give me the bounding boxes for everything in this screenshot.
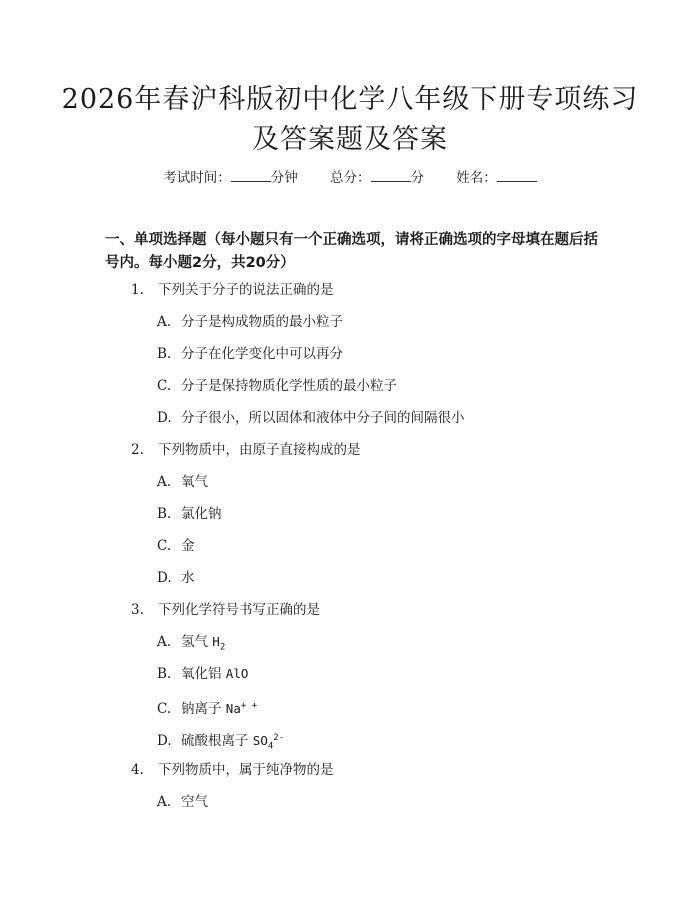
option-text: 氧化铝: [181, 666, 222, 682]
question-stem: 下列物质中，由原子直接构成的是: [158, 442, 361, 458]
formula-base: Na: [225, 701, 241, 717]
total-score-blank: [371, 169, 411, 182]
option-text: 分子是保持物质化学性质的最小粒子: [181, 378, 397, 394]
question-3-option-a: [157, 632, 225, 658]
question-4-option-a: [157, 792, 208, 812]
student-name: [456, 170, 537, 186]
option-letter: D.: [157, 733, 172, 750]
total-score: [330, 170, 424, 186]
option-text: 分子在化学变化中可以再分: [181, 346, 343, 362]
question-2-option-b: [157, 504, 222, 524]
question-2-option-c: [157, 536, 195, 556]
exam-info-line: [0, 168, 700, 188]
question-3-option-c: [157, 696, 257, 719]
student-name-blank: [497, 169, 537, 182]
formula-superscript: 2-: [273, 733, 285, 743]
option-letter: C.: [157, 378, 172, 394]
option-letter: C.: [157, 701, 172, 718]
question-stem: 下列物质中，属于纯净物的是: [158, 762, 334, 778]
question-1-option-d: [157, 408, 465, 428]
option-letter: A.: [157, 474, 172, 490]
question-stem: 下列关于分子的说法正确的是: [158, 282, 334, 298]
total-score-unit: 分: [410, 170, 424, 186]
document-title: 2026年春沪科版初中化学八年级下册专项练习及答案题及答案: [61, 84, 639, 155]
question-3-option-d: [157, 728, 284, 757]
option-letter: D.: [157, 570, 172, 586]
formula-base: SO: [252, 733, 268, 749]
chemical-formula: AlO: [225, 666, 249, 681]
option-text: 分子很小，所以固体和液体中分子间的间隔很小: [181, 410, 465, 426]
option-letter: C.: [157, 538, 172, 554]
formula-superscript: + +: [240, 701, 258, 711]
question-1-option-c: [157, 376, 397, 396]
question-2-option-a: [157, 472, 208, 492]
exam-time-blank: [231, 169, 271, 182]
option-text: 氧气: [181, 474, 208, 490]
option-letter: A.: [157, 794, 172, 810]
question-2-option-d: [157, 568, 195, 588]
option-text: 钠离子: [181, 701, 222, 718]
option-text: 氢气: [181, 634, 208, 650]
option-letter: B.: [157, 346, 172, 362]
question-2: [131, 440, 361, 460]
option-letter: B.: [157, 506, 172, 522]
question-3-option-b: [157, 664, 248, 684]
question-1: [131, 280, 334, 300]
option-letter: B.: [157, 666, 172, 682]
total-score-label: 总分：: [330, 170, 371, 186]
option-text: 空气: [181, 794, 208, 810]
question-stem: 下列化学符号书写正确的是: [158, 602, 320, 618]
option-text: 水: [181, 570, 195, 586]
chemical-formula: [226, 701, 257, 716]
section-heading: 一、单项选择题（每小题只有一个正确选项，请将正确选项的字母填在题后括号内。每小题2分，共20分）: [105, 232, 598, 271]
exam-time-label: 考试时间：: [163, 170, 231, 186]
question-1-option-b: [157, 344, 343, 364]
question-number: 4.: [131, 762, 144, 778]
formula-base: H: [212, 634, 220, 649]
exam-time-unit: 分钟: [270, 170, 298, 186]
question-1-option-a: [157, 312, 343, 332]
option-letter: A.: [157, 314, 172, 330]
option-text: 分子是构成物质的最小粒子: [181, 314, 343, 330]
option-letter: A.: [157, 634, 172, 650]
exam-time: [163, 170, 298, 186]
student-name-label: 姓名：: [456, 170, 497, 186]
option-text: 硫酸根离子: [181, 733, 249, 750]
question-3: [131, 600, 320, 620]
question-4: [131, 760, 334, 780]
option-text: 氯化钠: [181, 506, 222, 522]
chemical-formula: [212, 634, 226, 653]
question-number: 3.: [131, 602, 144, 618]
question-number: 2.: [131, 442, 144, 458]
formula-subscript: 2: [219, 642, 226, 653]
chemical-formula: [252, 733, 285, 752]
formula-subscript: 4: [267, 741, 274, 752]
option-text: 金: [181, 538, 195, 554]
question-number: 1.: [131, 282, 144, 298]
option-letter: D.: [157, 410, 172, 426]
